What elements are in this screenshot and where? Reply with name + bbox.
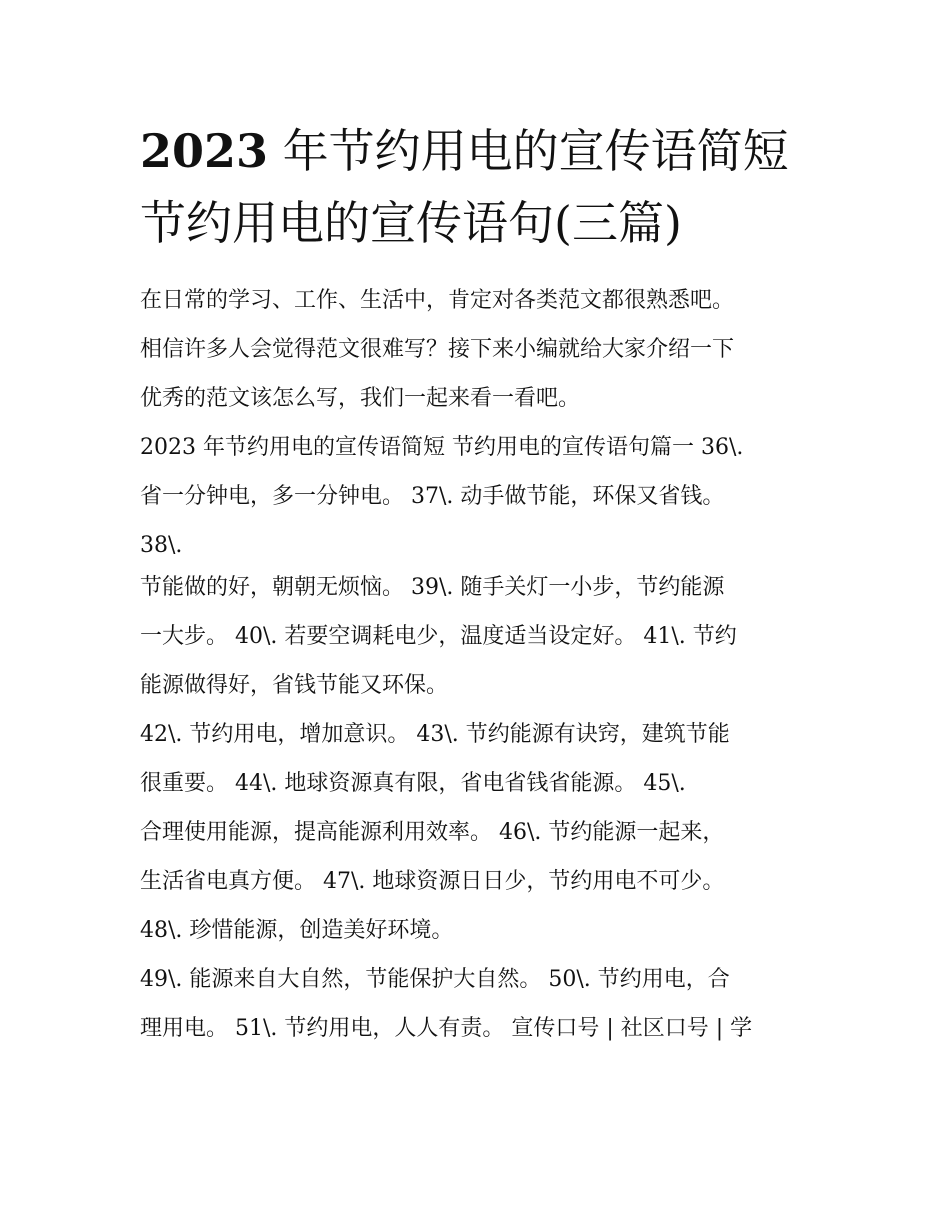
body-line: 能源做得好，省钱节能又环保。 [140,673,449,698]
body-line: 一大步。 40\. 若要空调耗电少，温度适当设定好。 41\. 节约 [140,624,737,649]
body-line: 理用电。 51\. 节约用电，人人有责。 宣传口号 | 社区口号 | 学 [140,1016,753,1041]
document-title [140,115,840,259]
body-line: 省一分钟电，多一分钟电。 37\. 动手做节能，环保又省钱。 [140,484,725,509]
body-line: 49\. 能源来自大自然，节能保护大自然。 50\. 节约用电，合 [140,967,730,992]
title-line-1-text: 年节约用电的宣传语简短 [268,124,789,178]
body-line: 42\. 节约用电，增加意识。 43\. 节约能源有诀窍，建筑节能 [140,722,730,747]
title-line-2: 节约用电的宣传语句(三篇) [140,196,682,250]
body-line: 48\. 珍惜能源，创造美好环境。 [140,918,454,943]
body-line: 在日常的学习、工作、生活中，肯定对各类范文都很熟悉吧。 [140,288,735,313]
body-line: 生活省电真方便。 47\. 地球资源日日少，节约用电不可少。 [140,869,725,894]
body-line: 2023 年节约用电的宣传语简短 节约用电的宣传语句篇一 36\. [140,435,744,460]
body-line: 节能做的好，朝朝无烦恼。 39\. 随手关灯一小步，节约能源 [140,575,725,600]
title-line-1 [140,115,840,187]
body-line: 38\. [140,533,183,558]
body-line: 合理使用能源，提高能源利用效率。 46\. 节约能源一起来， [140,820,725,845]
body-line: 很重要。 44\. 地球资源真有限，省电省钱省能源。 45\. [140,771,686,796]
document-body [140,276,830,1053]
body-line: 相信许多人会觉得范文很难写？接下来小编就给大家介绍一下 [140,337,735,362]
body-line: 优秀的范文该怎么写，我们一起来看一看吧。 [140,386,581,411]
title-year: 2023 [140,124,269,178]
